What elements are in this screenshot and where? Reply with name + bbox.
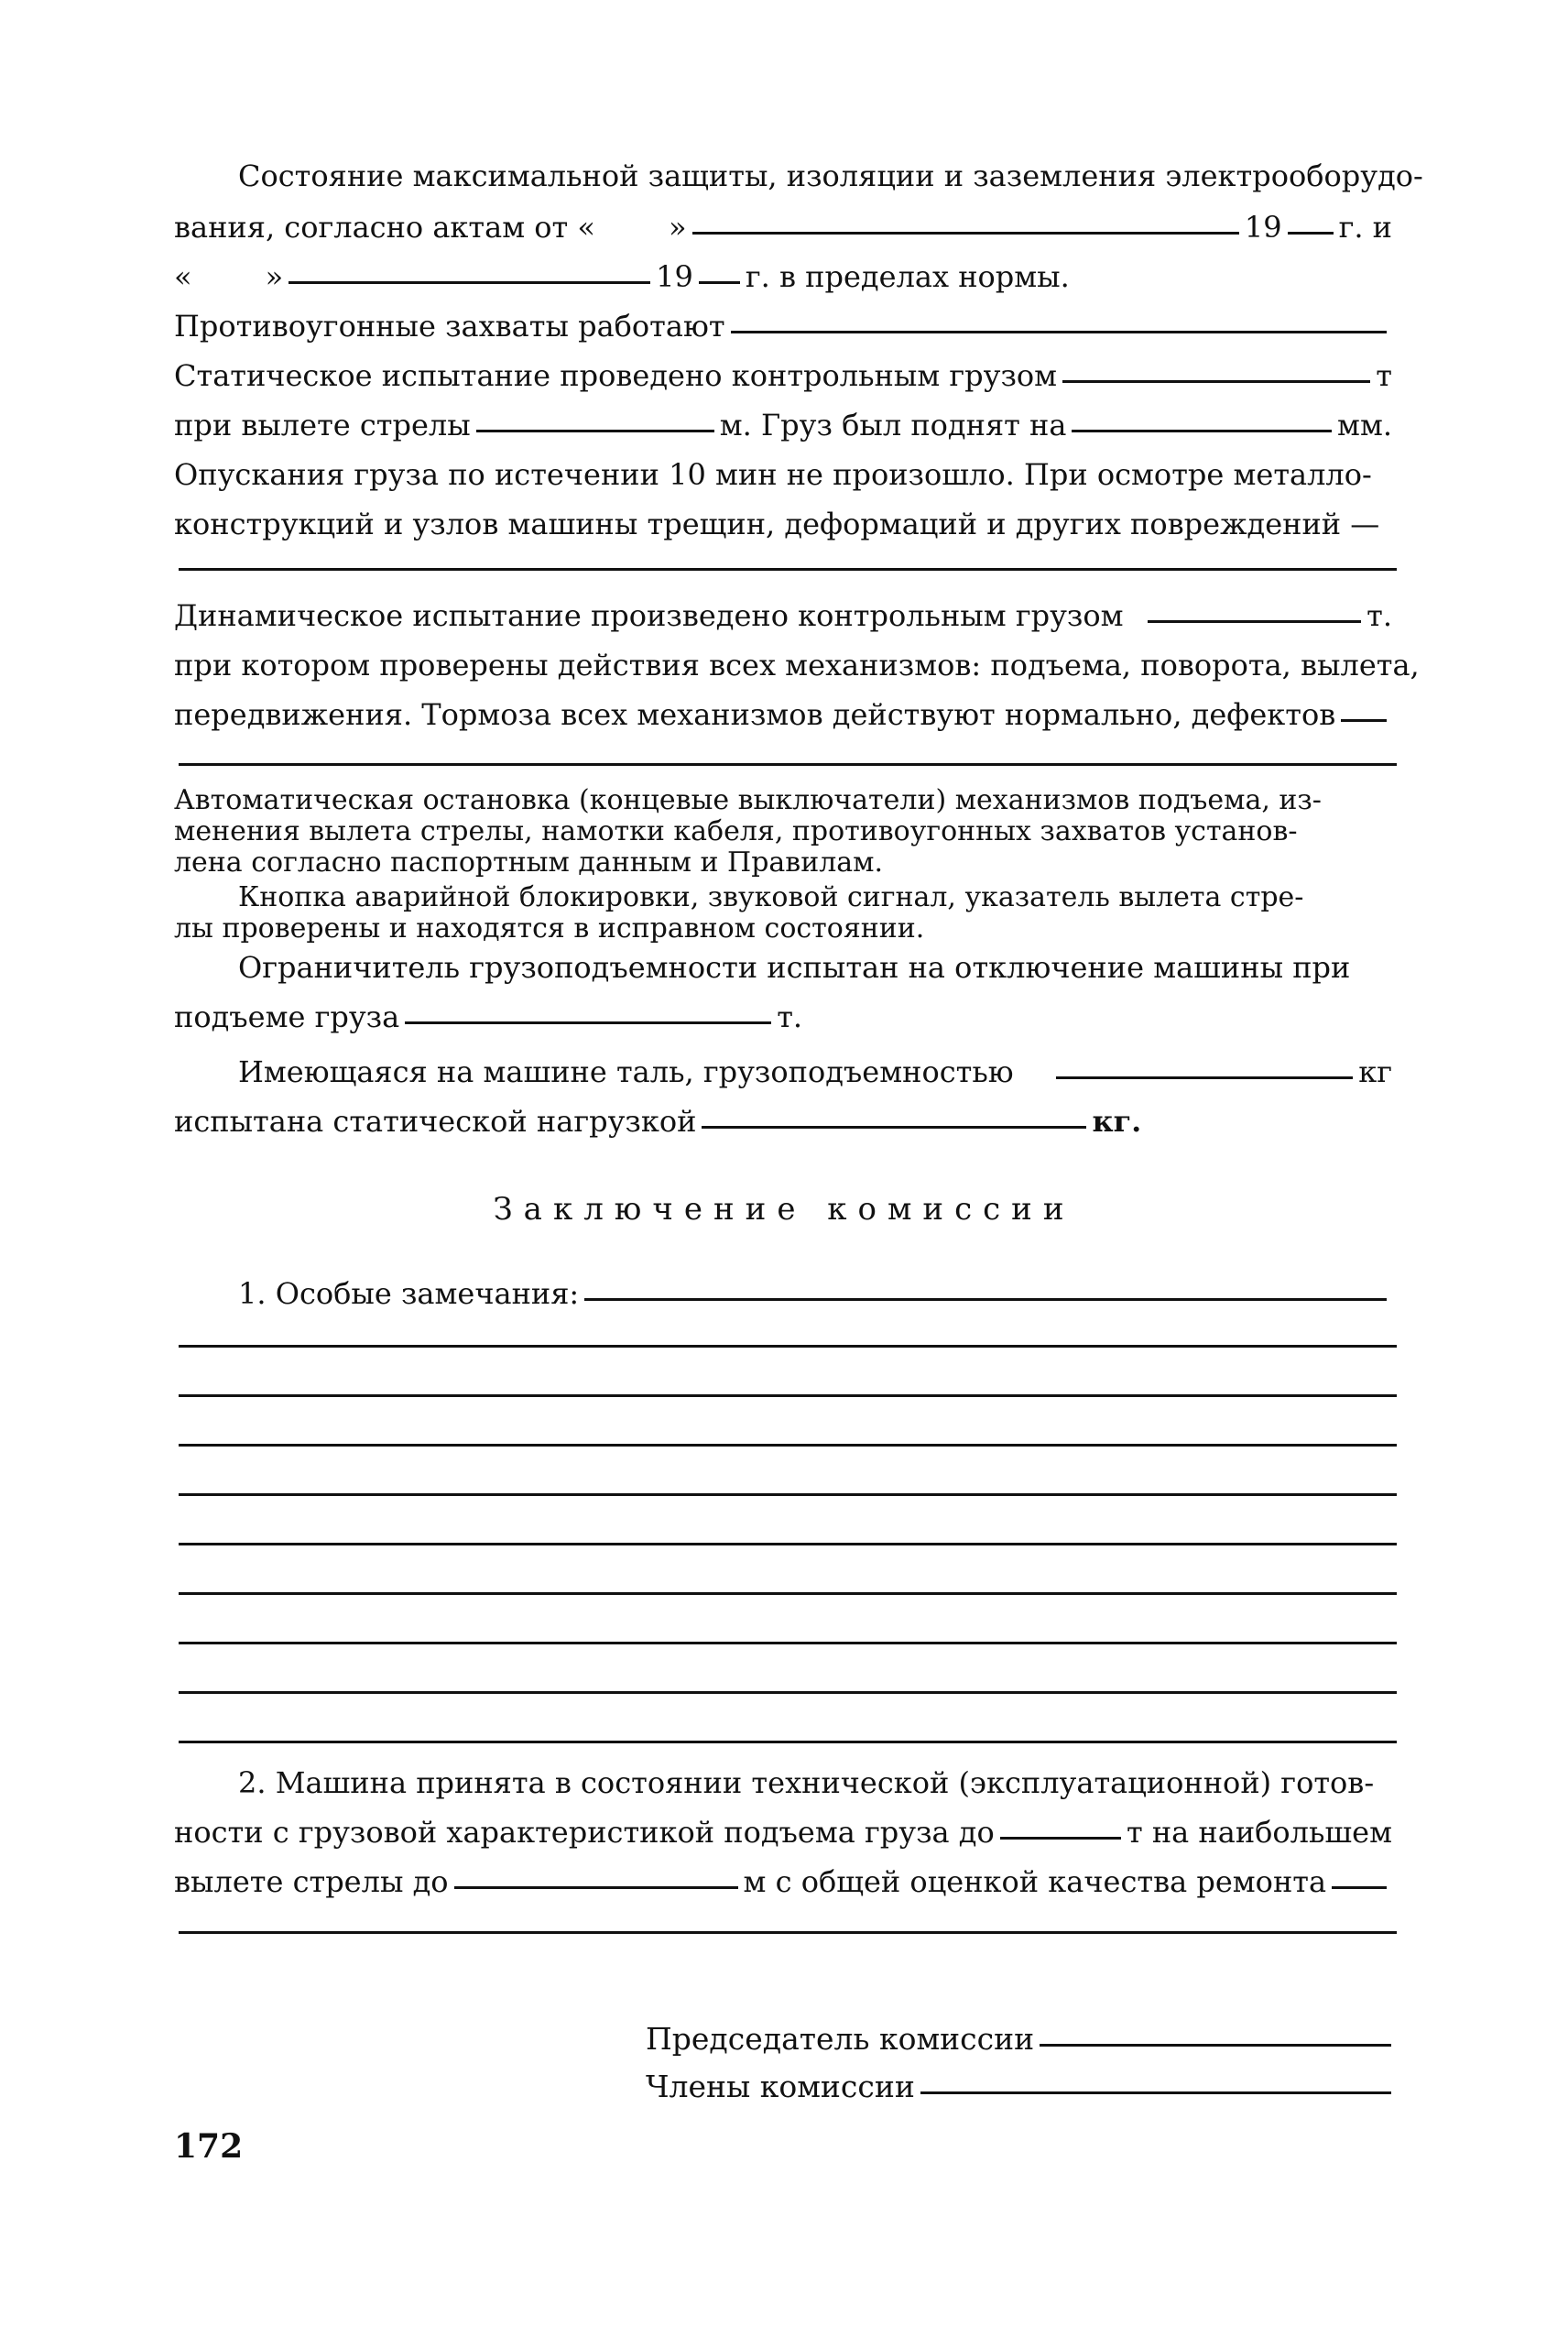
text-line	[174, 597, 1392, 634]
limiter-text: Ограничитель грузоподъемности испытан на отключение машины при	[238, 950, 1351, 985]
quote-close: »	[668, 210, 687, 245]
text-line	[174, 258, 1392, 295]
text-line	[174, 209, 1392, 246]
max-reach-text: т на наибольшем	[1126, 1815, 1392, 1850]
lift-height-label: м. Груз был поднят на	[719, 408, 1067, 442]
lift-height-blank[interactable]	[1072, 430, 1332, 432]
hoist-static-load-blank[interactable]	[702, 1126, 1086, 1129]
reach-label: вылете стрелы до	[174, 1864, 449, 1899]
remarks-line[interactable]	[179, 1543, 1397, 1545]
remarks-line[interactable]	[179, 1592, 1397, 1595]
remarks-label: 1. Особые замечания:	[238, 1276, 580, 1311]
signature-line	[646, 2021, 1397, 2058]
text-line	[174, 407, 1392, 443]
chair-signature-blank[interactable]	[1040, 2044, 1391, 2047]
limiter-load-label: подъеме груза	[174, 999, 400, 1034]
text-line	[174, 1103, 1392, 1140]
dynamic-test-label: Динамическое испытание произведено контрольным грузом	[174, 598, 1124, 633]
no-descent-text: Опускания груза по истечении 10 мин не произошло. При осмотре металло-	[174, 457, 1372, 492]
signature-line	[646, 2069, 1397, 2105]
members-label: Члены комиссии	[646, 2069, 915, 2104]
reach-blank[interactable]	[454, 1886, 738, 1889]
remarks-line[interactable]	[179, 1642, 1397, 1644]
text-line	[174, 784, 1392, 817]
emergency-button-text: Кнопка аварийной блокировки, звуковой сигнал, указатель вылета стре-	[238, 881, 1304, 913]
text-line	[174, 308, 1392, 344]
text-line	[174, 999, 1392, 1035]
dynamic-load-blank[interactable]	[1148, 620, 1362, 623]
remarks-blank[interactable]	[584, 1298, 1387, 1301]
section-heading: Заключение комиссии	[493, 1191, 1075, 1228]
static-test-label: Статическое испытание проведено контрольным грузом	[174, 358, 1058, 393]
act-date-blank[interactable]	[289, 281, 650, 284]
auto-stop-text: Автоматическая остановка (концевые выключатели) механизмов подъема, из-	[174, 784, 1322, 816]
insulation-text: Состояние максимальной защиты, изоляции и заземления электрооборудо-	[238, 158, 1423, 193]
answer-line[interactable]	[179, 1931, 1397, 1934]
text-line	[174, 1275, 1392, 1312]
year-prefix: 19	[656, 259, 693, 294]
auto-stop-text: менения вылета стрелы, намотки кабеля, противоугонных захватов установ-	[174, 815, 1298, 847]
year-prefix: 19	[1244, 210, 1282, 245]
remarks-line[interactable]	[179, 1394, 1397, 1397]
text-line	[174, 1814, 1392, 1851]
unit-kg: кг.	[1092, 1104, 1142, 1139]
inspection-text: конструкций и узлов машины трещин, деформаций и других повреждений —	[174, 507, 1380, 541]
emergency-button-text: лы проверены и находятся в исправном состоянии.	[174, 912, 925, 945]
defects-blank[interactable]	[1341, 719, 1387, 722]
unit-mm: мм.	[1337, 408, 1392, 442]
load-capacity-blank[interactable]	[1000, 1837, 1121, 1840]
text-line	[174, 846, 1392, 879]
norm-text: г. в пределах нормы.	[745, 259, 1070, 294]
unit-kg: кг	[1358, 1054, 1392, 1089]
static-load-blank[interactable]	[1062, 380, 1370, 383]
quote-close: »	[265, 259, 284, 294]
hoist-capacity-label: Имеющаяся на машине таль, грузоподъемностью	[238, 1054, 1014, 1089]
quality-label: м с общей оценкой качества ремонта	[743, 1864, 1327, 1899]
text-line	[174, 1764, 1392, 1801]
boom-reach-label: при вылете стрелы	[174, 408, 471, 442]
acceptance-text: 2. Машина принята в состоянии технической (эксплуатационной) готов-	[238, 1765, 1375, 1800]
acts-text: вания, согласно актам от «	[174, 210, 595, 245]
quote-open: «	[174, 259, 192, 294]
unit-t: т.	[1367, 598, 1392, 633]
act-date-blank[interactable]	[692, 232, 1239, 235]
remarks-line[interactable]	[179, 1493, 1397, 1496]
text-line	[174, 696, 1392, 733]
year-blank[interactable]	[699, 281, 740, 284]
text-line	[174, 158, 1423, 194]
quality-blank[interactable]	[1332, 1886, 1387, 1889]
limiter-load-blank[interactable]	[405, 1021, 771, 1024]
remarks-line[interactable]	[179, 1444, 1397, 1447]
members-signature-blank[interactable]	[920, 2091, 1391, 2094]
remarks-line[interactable]	[179, 1741, 1397, 1743]
text-line	[174, 647, 1420, 683]
text-line	[174, 949, 1392, 986]
text-line	[174, 1863, 1392, 1900]
text-line	[174, 881, 1392, 914]
text-line	[174, 912, 1392, 945]
chair-label: Председатель комиссии	[646, 2021, 1035, 2057]
text-line	[174, 357, 1392, 394]
static-load-label: испытана статической нагрузкой	[174, 1104, 697, 1139]
answer-line[interactable]	[179, 763, 1397, 766]
unit-t: т	[1376, 358, 1392, 393]
grips-blank[interactable]	[731, 331, 1387, 333]
page-number: 172	[174, 2127, 244, 2166]
load-capacity-label: ности с грузовой характеристикой подъема груза до	[174, 1815, 995, 1850]
remarks-line[interactable]	[179, 1691, 1397, 1694]
boom-reach-blank[interactable]	[476, 430, 714, 432]
text-line	[174, 1054, 1392, 1090]
hoist-capacity-blank[interactable]	[1056, 1076, 1354, 1079]
year-suffix: г. и	[1338, 210, 1392, 245]
remarks-line[interactable]	[179, 1345, 1397, 1348]
mechanisms-text: при котором проверены действия всех механизмов: подъема, поворота, вылета,	[174, 648, 1420, 683]
text-line	[174, 815, 1392, 848]
answer-line[interactable]	[179, 568, 1397, 571]
text-line	[174, 456, 1392, 493]
unit-t: т.	[777, 999, 803, 1034]
grips-label: Противоугонные захваты работают	[174, 309, 725, 344]
text-line	[174, 506, 1392, 542]
brakes-text: передвижения. Тормоза всех механизмов действуют нормально, дефектов	[174, 697, 1336, 732]
year-blank[interactable]	[1288, 232, 1334, 235]
auto-stop-text: лена согласно паспортным данным и Правилам.	[174, 846, 884, 879]
